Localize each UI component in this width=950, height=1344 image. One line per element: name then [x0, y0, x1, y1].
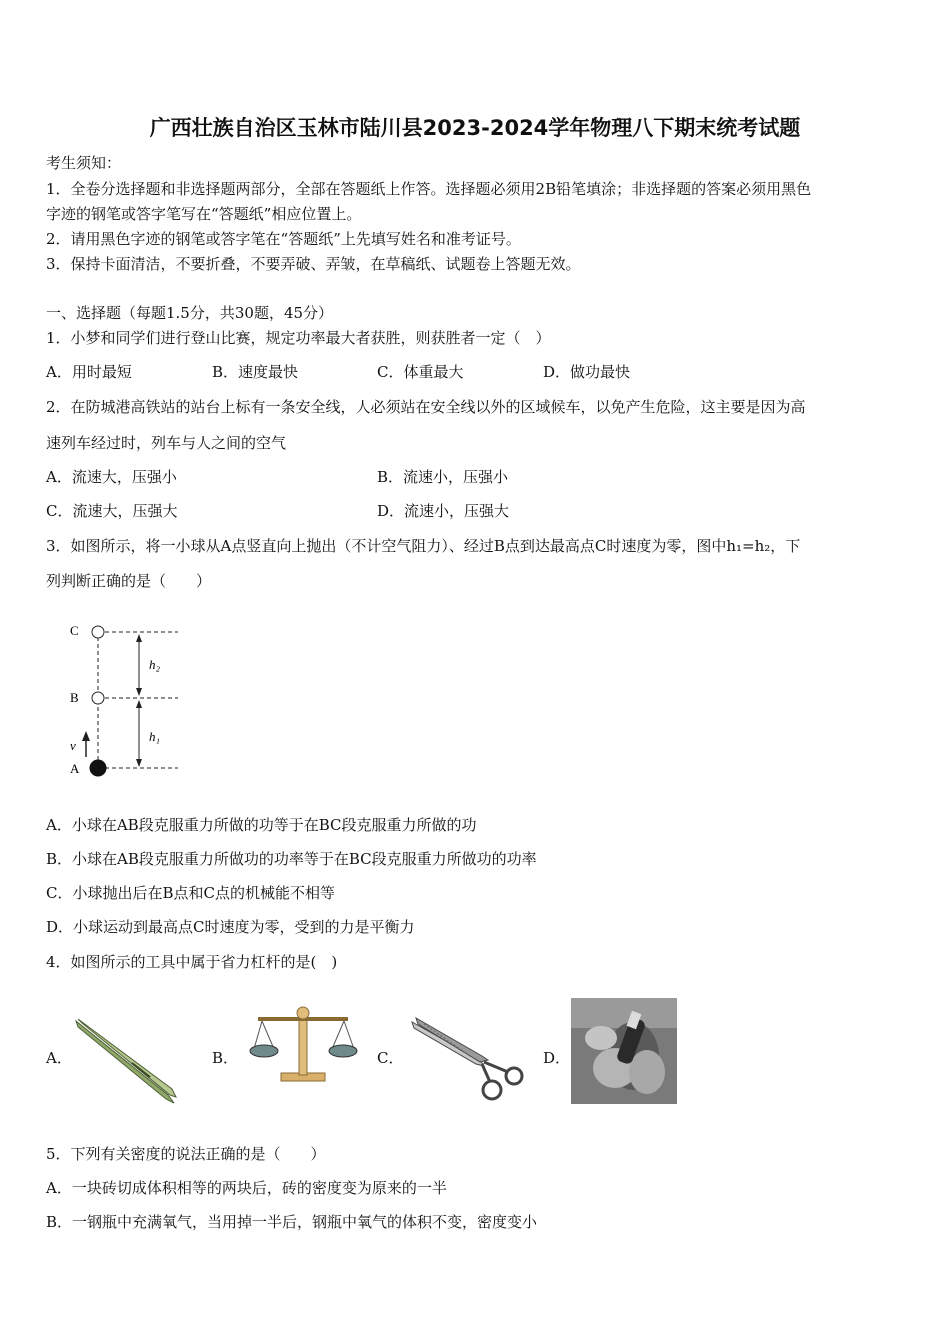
q2-option-c: C．流速大，压强大 — [46, 502, 178, 520]
label-v: v — [70, 738, 76, 753]
q4-label-a: A． — [46, 1049, 72, 1067]
q1-option-a: A．用时最短 — [46, 363, 132, 381]
notice-item: 3．保持卡面清洁，不要折叠，不要弄破、弄皱，在草稿纸、试题卷上答题无效。 — [46, 255, 581, 273]
q3-option-a: A．小球在AB段克服重力所做的功等于在BC段克服重力所做的功 — [46, 816, 477, 834]
label-c: C — [70, 623, 79, 638]
bottle-opener-photo — [571, 998, 677, 1104]
balance-scale-icon — [246, 1003, 358, 1085]
q2-option-a: A．流速大，压强小 — [46, 468, 177, 486]
notice-item: 1．全卷分选择题和非选择题两部分，全部在答题纸上作答。选择题必须用2B铅笔填涂；非选择题的答案必须用黑色 — [46, 180, 812, 198]
tweezers-icon — [72, 1015, 180, 1107]
q4-label-c: C． — [377, 1049, 404, 1067]
q5-option-b: B．一钢瓶中充满氧气，当用掉一半后，钢瓶中氧气的体积不变，密度变小 — [46, 1213, 538, 1231]
label-h1: h₁ — [149, 729, 161, 744]
q4-stem: 4．如图所示的工具中属于省力杠杆的是( ) — [46, 953, 338, 971]
q2-stem-line2: 速列车经过时，列车与人之间的空气 — [46, 434, 287, 452]
ball-b — [92, 692, 104, 704]
q1-stem: 1．小梦和同学们进行登山比赛，规定功率最大者获胜，则获胜者一定（ ） — [46, 329, 551, 347]
notice-item: 字迹的钢笔或答字笔写在“答题纸”相应位置上。 — [46, 205, 362, 223]
q4-label-d: D． — [543, 1049, 571, 1067]
q2-option-b: B．流速小，压强小 — [377, 468, 509, 486]
q2-stem-line1: 2．在防城港高铁站的站台上标有一条安全线，人必须站在安全线以外的区域候车，以免产生危险，这主要是因为高 — [46, 398, 806, 416]
notice-item: 2．请用黑色字迹的钢笔或答字笔在“答题纸”上先填写姓名和准考证号。 — [46, 230, 521, 248]
q3-option-c: C．小球抛出后在B点和C点的机械能不相等 — [46, 884, 335, 902]
section-heading: 一、选择题（每题1.5分，共30题，45分） — [46, 304, 334, 322]
q1-option-c: C．体重最大 — [377, 363, 464, 381]
page-title: 广西壮族自治区玉林市陆川县2023-2024学年物理八下期末统考试题 — [149, 116, 801, 140]
q2-option-d: D．流速小，压强大 — [377, 502, 510, 520]
q3-stem-line2: 列判断正确的是（ ） — [46, 572, 212, 590]
q3-option-b: B．小球在AB段克服重力所做功的功率等于在BC段克服重力所做功的功率 — [46, 850, 537, 868]
q3-stem-line1: 3．如图所示，将一小球从A点竖直向上抛出（不计空气阻力）、经过B点到达最高点C时速度为零，图中h₁=h₂，下 — [46, 537, 801, 555]
label-b: B — [70, 690, 79, 705]
q3-figure — [62, 615, 187, 785]
q5-option-a: A．一块砖切成体积相等的两块后，砖的密度变为原来的一半 — [46, 1179, 447, 1197]
scissors-icon — [410, 1016, 530, 1104]
q4-label-b: B． — [212, 1049, 239, 1067]
q1-option-d: D．做功最快 — [543, 363, 631, 381]
q1-option-b: B．速度最快 — [212, 363, 299, 381]
ball-a — [90, 760, 106, 776]
label-a: A — [70, 761, 80, 776]
q5-stem: 5．下列有关密度的说法正确的是（ ） — [46, 1145, 326, 1163]
ball-c — [92, 626, 104, 638]
q3-option-d: D．小球运动到最高点C时速度为零，受到的力是平衡力 — [46, 918, 415, 936]
label-h2: h₂ — [149, 657, 161, 672]
notice-heading: 考生须知： — [46, 154, 122, 172]
